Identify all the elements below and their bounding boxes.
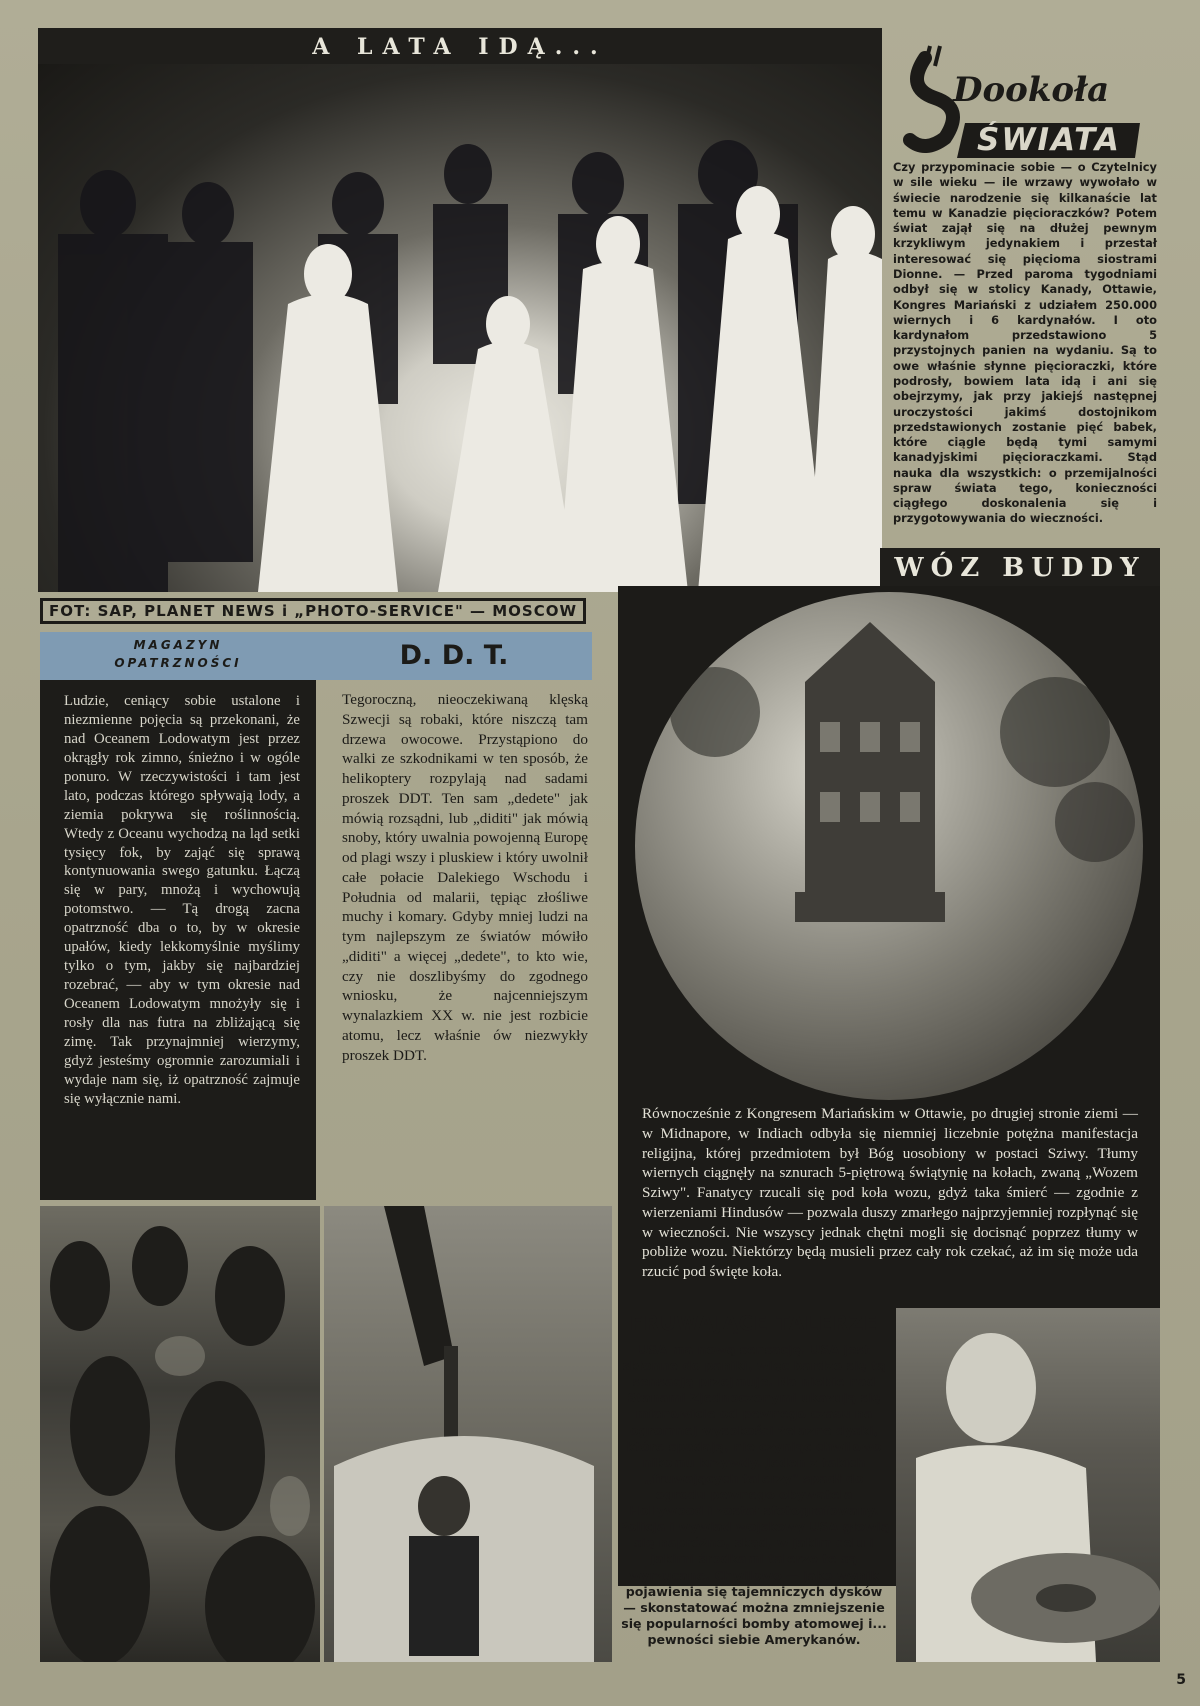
woz-title: WÓZ BUDDY — [894, 553, 1146, 583]
magazyn-title-2: OPATRZNOŚCI — [114, 656, 242, 670]
seals-photo — [40, 1206, 320, 1662]
woz-article-text: Równocześnie z Kongresem Mariańskim w Ottawie, po drugiej stronie ziemi — w Midnapore, w Indiach odbyła się niemniej liczebnie potężna manifestacja religijna, której przedmiotem był Bóg uosobiony w postaci Sziwy. Tłumy wiernych ciągnęły na sznurach 5-piętrową świątynię na kołach, zwaną „Wozem Sziwy". Fanatycy rzucali się pod koła wozu, gdyż taka śmierć — zgodnie z wierzeniami Hindusów — pozwala duszy zmarłego najprzyjemniej rozpłynąć się w wieczności. Nie wszyscy jednak chętni mogli się docisnąć poprzez tłumy w pobliże wozu. Niektórzy będą musieli przez cały rok czekać, aż im się może uda rzucić pod święte koła. — [642, 1105, 1138, 1280]
seals-shapes — [40, 1206, 320, 1662]
helicopter-shapes — [324, 1206, 612, 1662]
logo-top-text: Dookoła — [953, 70, 1110, 110]
lata-article-text: Czy przypominacie sobie — o Czytelnicy w sile wieku — ile wrzawy wywołało w świecie narodzenie się kilkanaście lat temu w Kanadzie pięcioraczków? Potem świat zajął się na dłużej pewnym krzykliwym jedynakiem i przestał interesować się pięcioma siostrami Dionne. — Przed paroma tygodniami odbył się w stolicy Kanady, Ottawie, Kongres Mariański z udziałem 250.000 wiernych i 6 kardynałów. I oto kardynałom przedstawiono 5 przystojnych panien na wydaniu. Są to owe właśnie słynne pięcioraczki, które podrosły, bowiem lata idą i ani się obejrzymy, jak przy jakiejś następnej uroczystości jakimś dostojnikom przedstawionych zostanie pięć babek, które ciągle będą tymi samymi kanadyjskimi pięcioraczkami. Stąd nauka dla wszystkich: o przemijalności spraw świata tego, konieczności ciągłego doskonalenia się i przygotowywania do wieczności. — [893, 160, 1157, 526]
ddt-title: D. D. T. — [399, 640, 509, 671]
helicopter-photo — [324, 1206, 612, 1662]
magazyn-header — [40, 632, 316, 680]
logo-bottom-text: ŚWIATA — [977, 122, 1121, 158]
disc-shapes — [896, 1308, 1160, 1662]
magazyn-title-1: MAGAZYN — [133, 638, 223, 652]
cardinals-photo — [38, 64, 882, 592]
fruwajace-article-text: USA ma nową sensację. USA jest skłonne do paniki, więc bardzo się tą sensacją przejmuje. Na niebie nad Stanami Zjednoczonymi ukazują się mianowicie od pewnego czasu na ogromnej wysokości żelazne dyski, które spadają, nie czyniąc chwilowo nikomu krzywdy. Jeden z takich „fruwających talerzy" spadł do ogrodu pewnego obywatela Hollywood i został sfotografowany. Policja i wywiad wojskowy USA głowią się napróżno, skąd, w jakim celu i jakimi środkami talerze te są wyrzucane. Chwilowo — jako wynik pojawienia się tajemniczych dysków — skonstatować można zmniejszenie się popularności bomby atomowej i... pewności siebie Amerykanów. — [618, 1342, 890, 1647]
disc-photo — [896, 1308, 1160, 1662]
ddt-article-text: Tegoroczną, nieoczekiwaną klęską Szwecji są robaki, które niszczą tam drzewa owocowe. Przystąpiono do walki ze szkodnikami w ten sposób, że helikoptery rozpylają nad sadami proszek DDT. Ten sam „dedete" jak mówią rozsądni, lub „diditi" jak mówią snoby, który uwalnia powojenną Europę od plagi wszy i pluskiew i który uwolnił całe połacie Dalekiego Wschodu i Południa od malarii, tępiąc złośliwe muchy i komary. Gdyby mniej ludzi na tym najlepszym ze światów mówiło „diditi" a więcej „dedete", to kto wie, czy nie doszlibyśmy do zgodnego wniosku, że najcenniejszym wynalazkiem XX w. nie jest rozbicie atomu, lecz właśnie ów niezwykły proszek DDT. — [342, 691, 588, 1064]
page-number: 5 — [1176, 1672, 1186, 1688]
cardinals-figures — [38, 64, 882, 592]
photo-credit-bar — [40, 598, 586, 624]
chariot-temple — [635, 592, 1143, 1100]
chariot-photo — [635, 592, 1143, 1100]
magazyn-text-box — [40, 680, 316, 1200]
lata-banner — [38, 28, 882, 64]
ddt-header — [316, 632, 592, 680]
fruwajace-title: FRUWAJĄCE TALERZE — [629, 1312, 879, 1335]
magazyn-article-text: Ludzie, ceniący sobie ustalone i niezmienne pojęcia są przekonani, że nad Oceanem Lodowatym jest przez okrągły rok zimno, śnieżno i w ogóle ponuro. W rzeczywistości i tam jest lato, podczas którego spływają lody, a ziemia pokrywa się roślinnością. Wtedy z Oceanu wychodzą na ląd setki tysięcy fok, by zająć się sprawą kontynuowania swego gatunku. Łączą się w pary, mnożą i wychowują potomstwo. — Tą drogą zacna opatrzność dba o to, by w okresie upałów, kiedy lekkomyślnie myślimy tylko o tym, jakby się najbardziej rozebrać, — aby w tym okresie nad Oceanem Lodowatym mnożyły się i rosły dla nas futra na zbliżającą się zimę. Tak przynajmniej wierzymy, gdyż jesteśmy ogromnie zarozumiali i wydaje nam się, iż opatrzność zajmuje się wyłącznie nami. — [64, 693, 300, 1107]
photo-credit-text: FOT: SAP, PLANET NEWS i „PHOTO-SERVICE" — MOSCOW — [48, 602, 578, 620]
lata-title: A LATA IDĄ... — [312, 34, 608, 60]
dookola-swiata-logo — [895, 28, 1160, 158]
woz-banner — [880, 548, 1160, 586]
